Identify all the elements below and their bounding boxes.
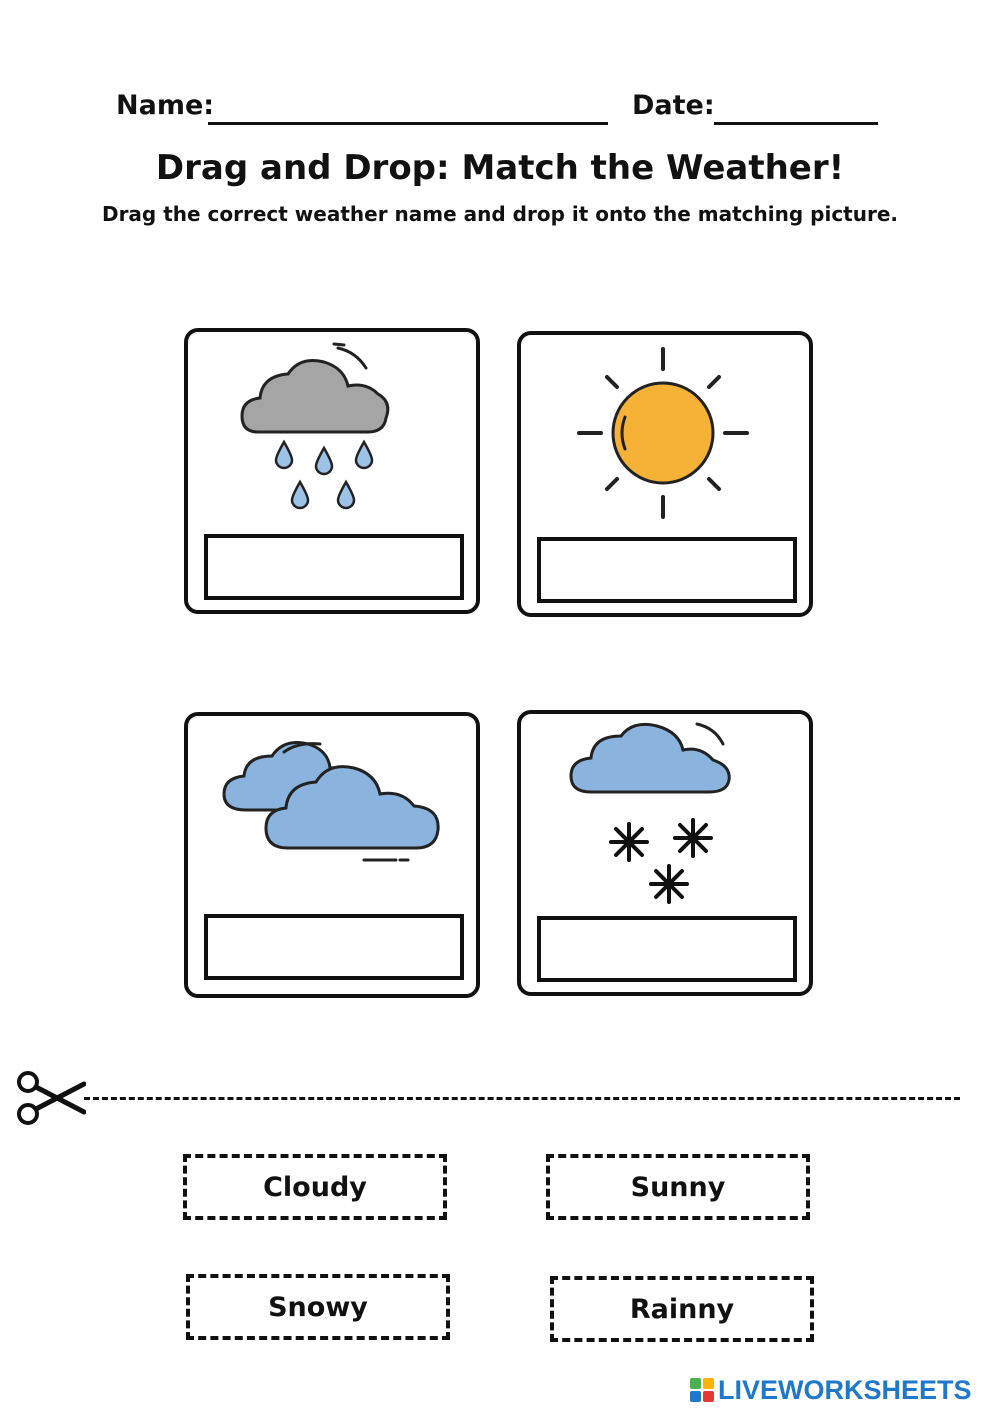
word-tag-snowy[interactable]: Snowy bbox=[186, 1274, 450, 1340]
date-line[interactable] bbox=[714, 122, 878, 125]
drop-box-sun[interactable] bbox=[537, 537, 797, 603]
brand-logo bbox=[690, 1374, 972, 1406]
brand-name: LIVEWORKSHEETS bbox=[718, 1374, 972, 1405]
drop-box-clouds[interactable] bbox=[204, 914, 464, 980]
page-title: Drag and Drop: Match the Weather! bbox=[155, 148, 845, 188]
word-tag-cloudy[interactable]: Cloudy bbox=[183, 1154, 447, 1220]
name-label: Name: bbox=[116, 90, 215, 121]
name-line[interactable] bbox=[208, 122, 608, 125]
picture-card-sun bbox=[517, 331, 813, 617]
scissors-icon bbox=[14, 1066, 86, 1130]
picture-card-clouds bbox=[184, 712, 480, 998]
drop-box-snow[interactable] bbox=[537, 916, 797, 982]
word-tag-rainny[interactable]: Rainny bbox=[550, 1276, 814, 1342]
cut-line bbox=[84, 1097, 960, 1100]
brand-grid-icon bbox=[690, 1378, 714, 1402]
instructions: Drag the correct weather name and drop it onto the matching picture. bbox=[101, 202, 899, 226]
name-date-row bbox=[116, 86, 886, 126]
date-label: Date: bbox=[632, 90, 715, 121]
word-tag-sunny[interactable]: Sunny bbox=[546, 1154, 810, 1220]
drop-box-rain[interactable] bbox=[204, 534, 464, 600]
picture-card-snow bbox=[517, 710, 813, 996]
picture-card-rain bbox=[184, 328, 480, 614]
